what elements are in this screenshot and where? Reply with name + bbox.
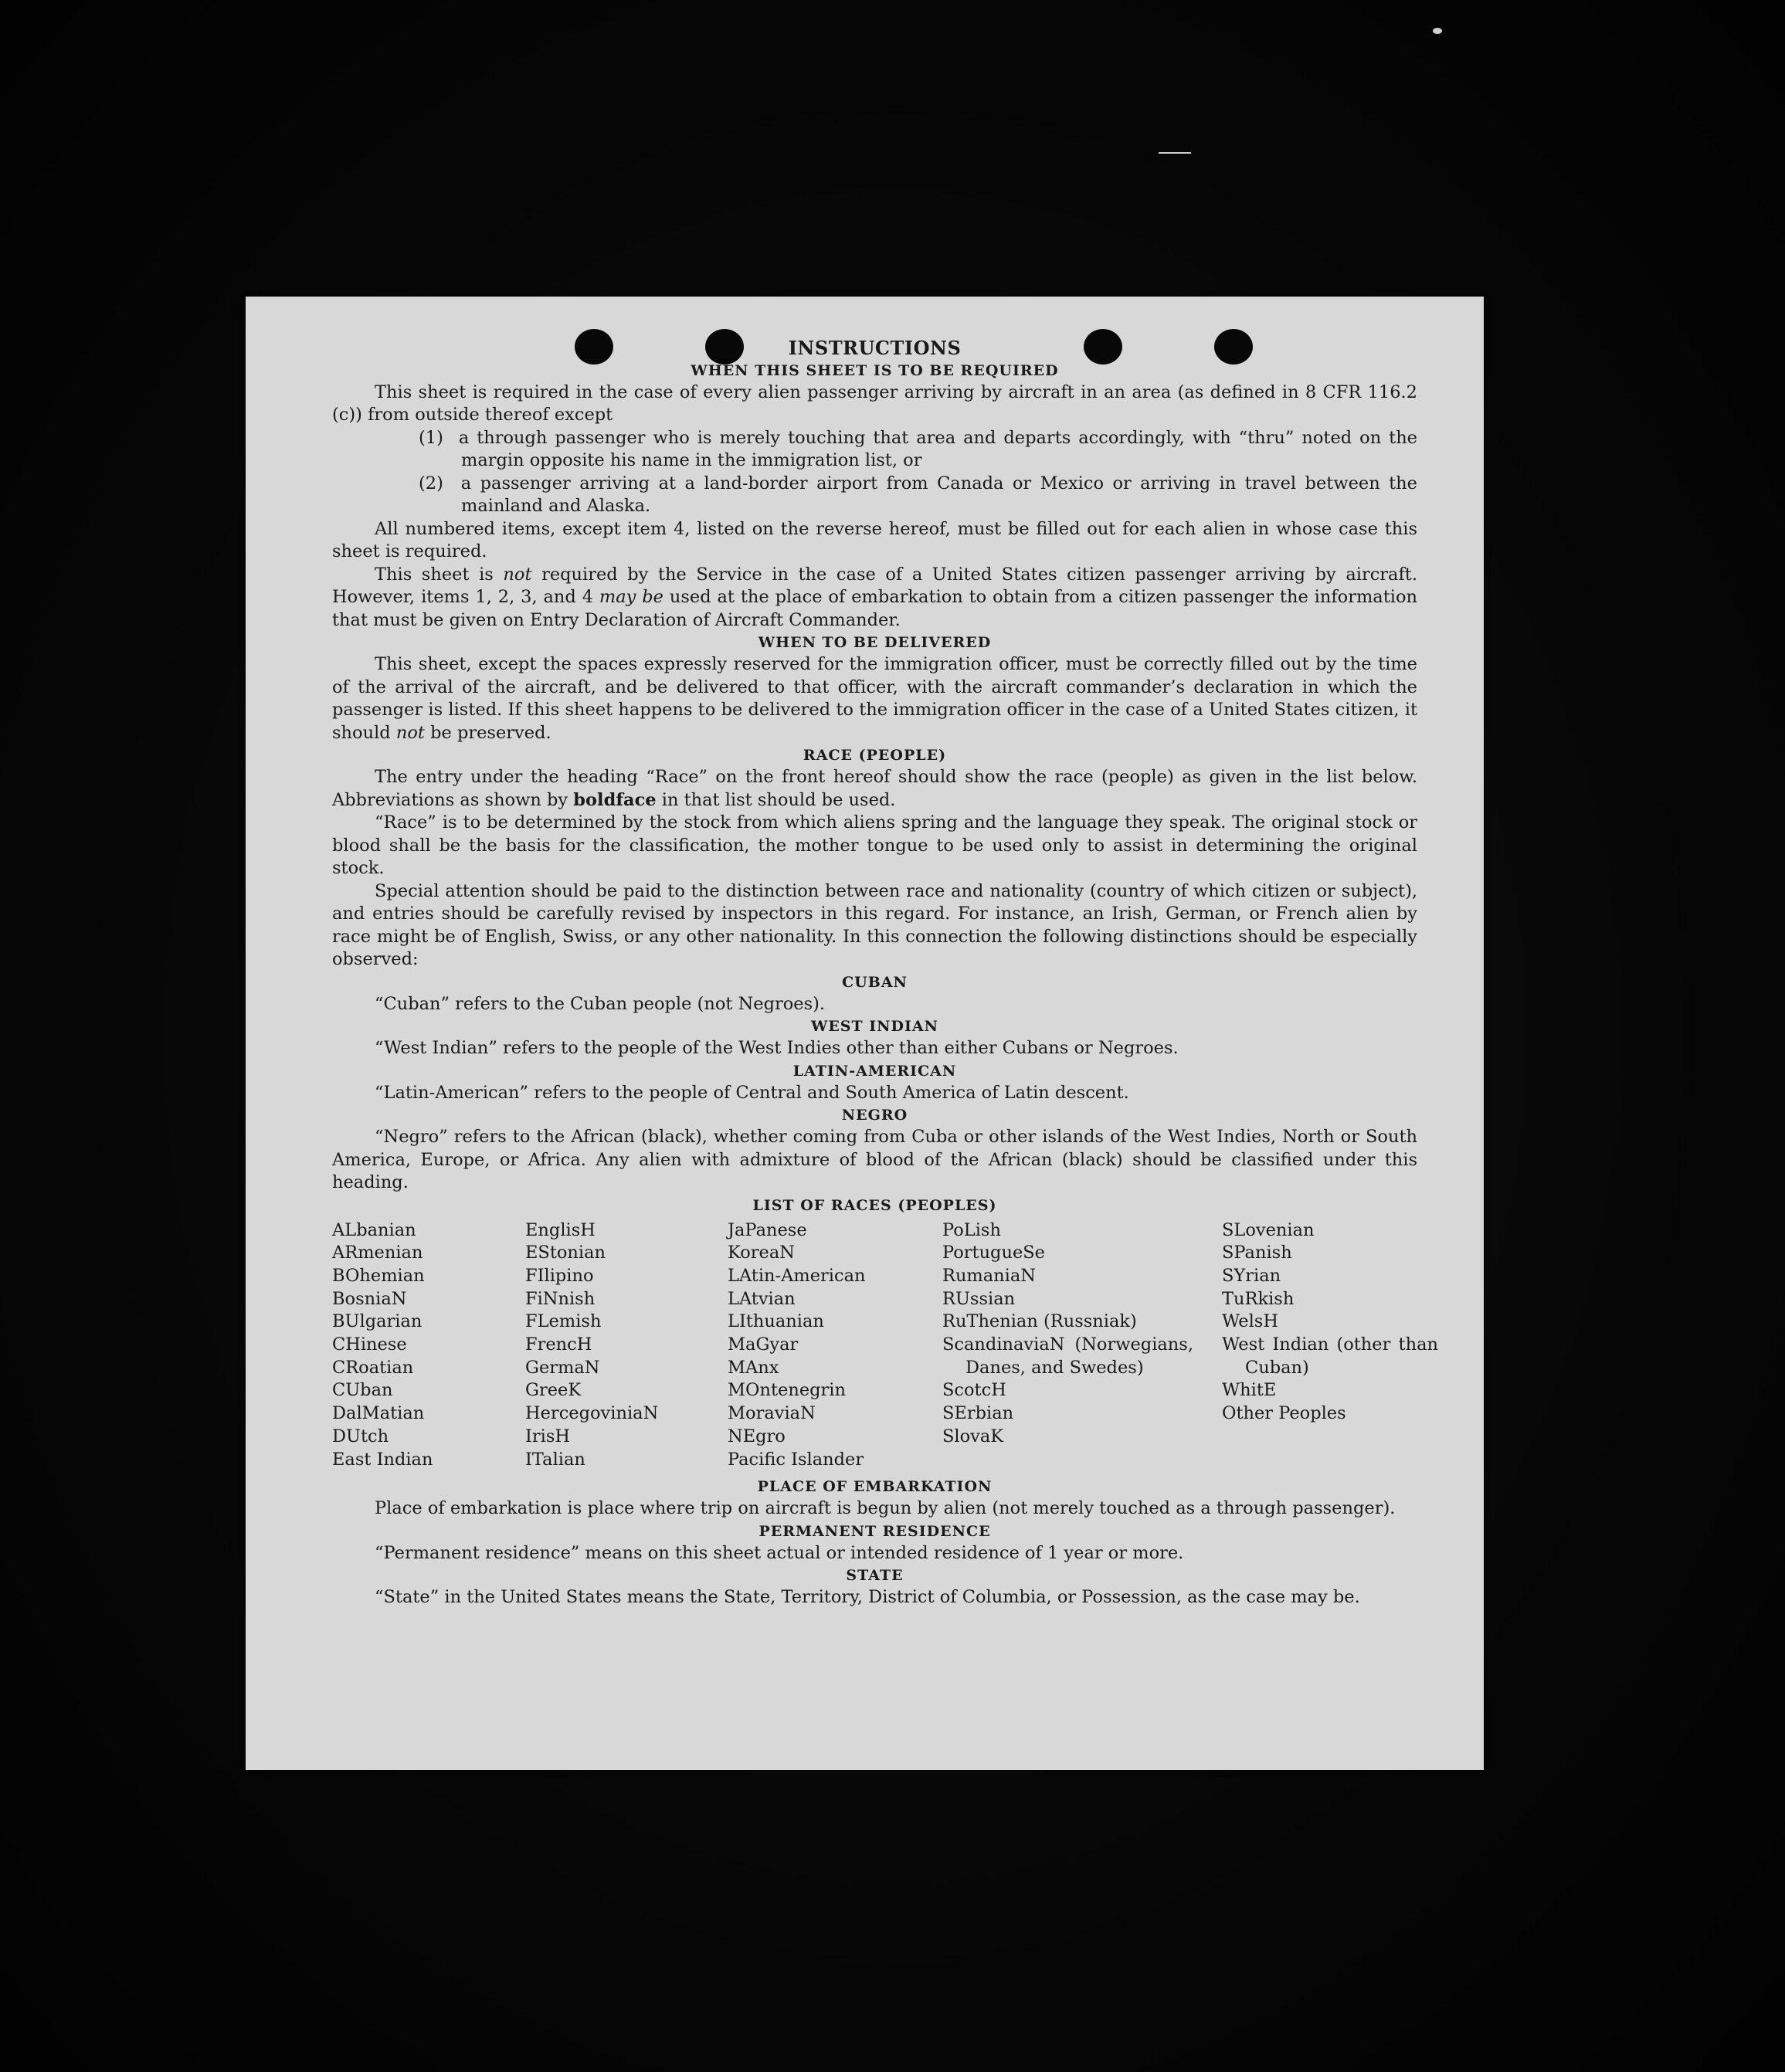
race-item: PoLish <box>942 1219 1001 1240</box>
race-item: West Indian (other than Cuban) <box>1222 1334 1438 1378</box>
race-item: CRoatian <box>332 1357 414 1378</box>
race-item: FrencH <box>525 1334 592 1355</box>
race-item: NEgro <box>728 1426 786 1446</box>
heading-permanent-residence: PERMANENT RESIDENCE <box>758 1522 991 1540</box>
race-item: FLemish <box>525 1311 602 1332</box>
race-item: BOhemian <box>332 1265 425 1286</box>
race-item: MaGyar <box>728 1334 799 1355</box>
race-item: KoreaN <box>728 1243 795 1263</box>
race-item: PortugueSe <box>942 1243 1046 1263</box>
race-item: FIlipino <box>525 1265 594 1286</box>
race-item: WelsH <box>1222 1311 1278 1332</box>
heading-west-indian: WEST INDIAN <box>810 1018 939 1035</box>
scan-speck <box>1433 28 1442 34</box>
paragraph-numbered-items: All numbered items, except item 4, listed on the reverse hereof, must be filled out for each alien in whose case this sheet is required. <box>332 518 1417 561</box>
heading-race: RACE (PEOPLE) <box>803 747 947 764</box>
races-column-1 <box>332 1219 525 1472</box>
race-item: SErbian <box>942 1403 1014 1424</box>
paragraph-delivered: This sheet, except the spaces expressly reserved for the immigration officer, must be correctly filled out by the time of the arrival of the aircraft, and be delivered to that officer, with the aircraft commander’s declaration in which the passenger is listed. If this sheet happens to be delivered to the immigration officer in the case of a United States citizen, it should not be preserved. <box>332 654 1417 743</box>
paragraph-west-indian: “West Indian” refers to the people of the West Indies other than either Cubans or Negroes. <box>375 1038 1179 1058</box>
race-item: LIthuanian <box>728 1311 824 1332</box>
instruction-sheet <box>246 297 1484 1770</box>
race-item: ARmenian <box>332 1243 423 1263</box>
race-item: DUtch <box>332 1426 389 1446</box>
race-item: LAtin-American <box>728 1265 866 1286</box>
heading-state: STATE <box>846 1567 904 1585</box>
paragraph-race-nationality: Special attention should be paid to the distinction between race and nationality (country of which citizen or subject), and entries should be carefully revised by inspectors in this regard. For instance, an Irish, German, or French alien by race might be of English, Swiss, or any other nationality. In this connection the following distinctions should be especially observed: <box>332 880 1417 969</box>
race-item: RuThenian (Russniak) <box>942 1311 1137 1332</box>
paragraph-state: “State” in the United States means the State, Territory, District of Columbia, or Possession, as the case may be. <box>375 1587 1360 1608</box>
race-item: ScotcH <box>942 1380 1006 1401</box>
race-item: East Indian <box>332 1449 433 1470</box>
race-item: Pacific Islander <box>728 1449 864 1470</box>
race-item: EStonian <box>525 1243 606 1263</box>
document-title: INSTRUCTIONS <box>788 337 962 359</box>
race-item: MAnx <box>728 1357 779 1378</box>
paragraph-race-stock: “Race” is to be determined by the stock from which aliens spring and the language they speak. The original stock or blood shall be the basis for the classification, the mother tongue to be used only to assist in determining the original stock. <box>332 812 1417 878</box>
race-item: DalMatian <box>332 1403 425 1424</box>
exception-item-2: (2) a passenger arriving at a land-border airport from Canada or Mexico or arriving in travel between the mainland and Alaska. <box>419 473 1417 516</box>
heading-when-delivered: WHEN TO BE DELIVERED <box>758 634 992 651</box>
race-item: CUban <box>332 1380 393 1401</box>
race-item: HercegoviniaN <box>525 1403 659 1424</box>
races-column-5 <box>1222 1219 1438 1472</box>
heading-place-of-embarkation: PLACE OF EMBARKATION <box>757 1478 993 1496</box>
race-item: WhitE <box>1222 1380 1277 1401</box>
races-column-2 <box>525 1219 728 1472</box>
paragraph-citizen-passenger: This sheet is not required by the Service in the case of a United States citizen passenger arriving by aircraft. However, items 1, 2, 3, and 4 may be used at the place of embarkation to obtain from a citizen passenger the information that must be given on Entry Declaration of Aircraft Commander. <box>332 564 1417 630</box>
races-column-4 <box>942 1219 1222 1472</box>
paragraph-negro: “Negro” refers to the African (black), whether coming from Cuba or other islands of the West Indies, North or South America, Europe, or Africa. Any alien with admixture of blood of the African (black) should be classified under this heading. <box>332 1127 1417 1192</box>
race-item: IrisH <box>525 1426 571 1446</box>
heading-list-of-races: LIST OF RACES (PEOPLES) <box>752 1196 997 1214</box>
race-item: TuRkish <box>1222 1288 1295 1309</box>
paragraph-race-entry: The entry under the heading “Race” on the front hereof should show the race (people) as given in the list below. Abbreviations as shown by boldface in that list should be used. <box>332 767 1417 810</box>
race-item: SPanish <box>1222 1243 1292 1263</box>
scan-speck <box>1159 152 1191 154</box>
race-item: RumaniaN <box>942 1265 1036 1286</box>
race-item: SlovaK <box>942 1426 1004 1446</box>
race-item: ScandinaviaN (Norwegians, Danes, and Swedes) <box>942 1334 1193 1378</box>
race-item: JaPanese <box>728 1219 807 1240</box>
race-item: FiNnish <box>525 1288 596 1309</box>
race-item: ITalian <box>525 1449 585 1470</box>
race-item: SLovenian <box>1222 1219 1315 1240</box>
document-body <box>332 337 1438 1609</box>
races-column-3 <box>728 1219 942 1472</box>
race-item: RUssian <box>942 1288 1016 1309</box>
race-item: GreeK <box>525 1380 582 1401</box>
heading-latin-american: LATIN-AMERICAN <box>792 1062 957 1080</box>
race-item: Other Peoples <box>1222 1403 1346 1424</box>
races-list <box>332 1219 1438 1472</box>
heading-when-required: WHEN THIS SHEET IS TO BE REQUIRED <box>691 361 1059 379</box>
paragraph-embarkation: Place of embarkation is place where trip on aircraft is begun by alien (not merely touched as a through passenger). <box>375 1498 1396 1519</box>
paragraph-required-intro: This sheet is required in the case of every alien passenger arriving by aircraft in an area (as defined in 8 CFR 116.2 (c)) from outside thereof except <box>332 382 1417 425</box>
race-item: LAtvian <box>728 1288 796 1309</box>
race-item: BUlgarian <box>332 1311 422 1332</box>
race-item: MOntenegrin <box>728 1380 846 1401</box>
paragraph-residence: “Permanent residence” means on this sheet actual or intended residence of 1 year or more. <box>375 1542 1184 1563</box>
race-item: GermaN <box>525 1357 600 1378</box>
heading-cuban: CUBAN <box>842 973 908 991</box>
race-item: MoraviaN <box>728 1403 816 1424</box>
race-item: BosniaN <box>332 1288 407 1309</box>
exception-item-1: (1) a through passenger who is merely touching that area and departs accordingly, with “thru” noted on the margin opposite his name in the immigration list, or <box>419 427 1418 470</box>
race-item: SYrian <box>1222 1265 1281 1286</box>
race-item: ALbanian <box>332 1219 416 1240</box>
race-item: CHinese <box>332 1334 407 1355</box>
paragraph-cuban: “Cuban” refers to the Cuban people (not Negroes). <box>375 993 826 1014</box>
heading-negro: NEGRO <box>841 1107 908 1124</box>
race-item: EnglisH <box>525 1219 596 1240</box>
paragraph-latin-american: “Latin-American” refers to the people of Central and South America of Latin descent. <box>375 1082 1129 1103</box>
